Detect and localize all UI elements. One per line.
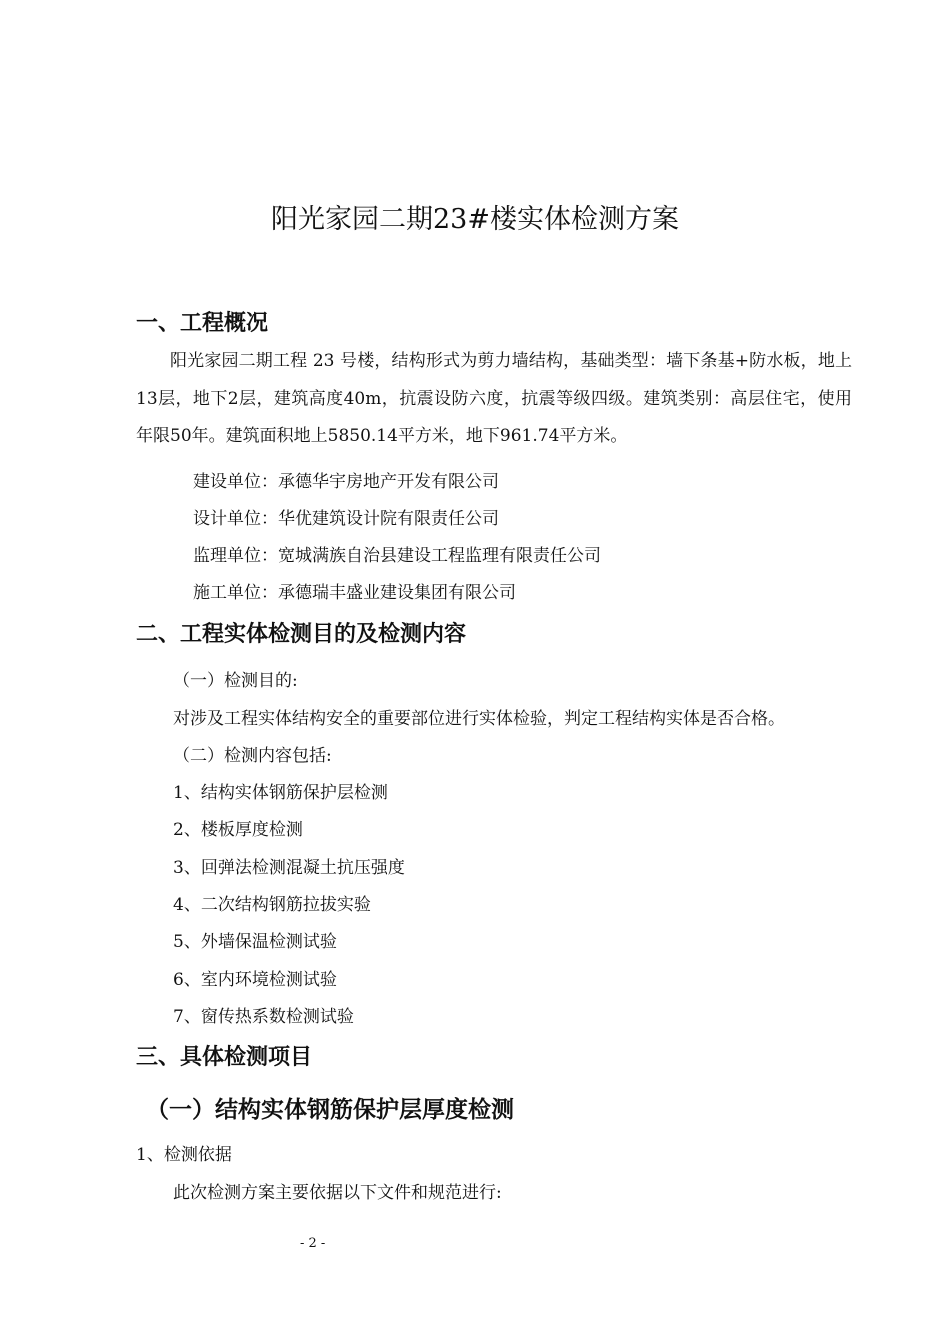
unit-supervision: 监理单位：宽城满族自治县建设工程监理有限责任公司	[193, 546, 601, 566]
project-overview-paragraph: 阳光家园二期工程 23 号楼，结构形式为剪力墙结构，基础类型：墙下条基+防水板，地上13层，地下2层，建筑高度40m，抗震设防六度，抗震等级四级。建筑类别：高层住宅，使用年限50年。建筑面积地上5850.14平方米，地下961.74平方米。	[136, 351, 852, 446]
list-item: 6、室内环境检测试验	[173, 970, 337, 990]
list-item: 4、二次结构钢筋拉拔实验	[173, 895, 371, 915]
page-number: - 2 -	[300, 1236, 326, 1251]
unit-construction: 建设单位：承德华宇房地产开发有限公司	[193, 472, 499, 492]
list-item: 7、窗传热系数检测试验	[173, 1007, 354, 1027]
content-label: （二）检测内容包括:	[173, 746, 332, 766]
list-item: 2、楼板厚度检测	[173, 820, 303, 840]
section3-heading: 三、具体检测项目	[136, 1045, 313, 1070]
list-item: 1、结构实体钢筋保护层检测	[173, 783, 388, 803]
unit-design: 设计单位：华优建筑设计院有限责任公司	[193, 509, 499, 529]
list-item: 3、回弹法检测混凝土抗压强度	[173, 858, 405, 878]
list-item: 5、外墙保温检测试验	[173, 932, 337, 952]
purpose-label: （一）检测目的:	[173, 671, 298, 691]
purpose-text: 对涉及工程实体结构安全的重要部位进行实体检验，判定工程结构实体是否合格。	[173, 709, 785, 729]
section1-heading: 一、工程概况	[136, 311, 269, 336]
basis-label: 1、检测依据	[136, 1145, 232, 1165]
document-title: 阳光家园二期23#楼实体检测方案	[271, 204, 679, 235]
unit-builder: 施工单位：承德瑞丰盛业建设集团有限公司	[193, 583, 516, 603]
section3-subheading: （一）结构实体钢筋保护层厚度检测	[146, 1097, 514, 1123]
section2-heading: 二、工程实体检测目的及检测内容	[136, 622, 467, 647]
basis-text: 此次检测方案主要依据以下文件和规范进行:	[173, 1183, 502, 1203]
